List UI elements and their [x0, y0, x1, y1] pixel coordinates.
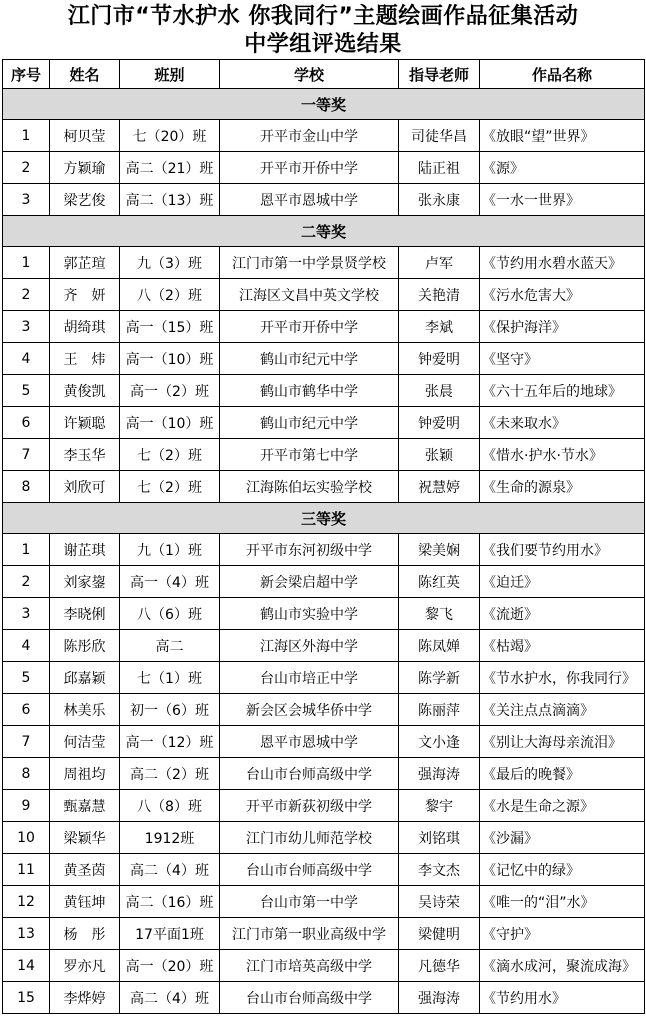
cell-name: 林美乐: [50, 694, 120, 726]
cell-teacher: 吴诗荣: [399, 886, 480, 918]
cell-teacher: 司徒华昌: [399, 120, 480, 152]
cell-name: 王 炜: [50, 343, 120, 375]
cell-work: 《污水危害大》: [480, 279, 645, 311]
cell-school: 开平市开侨中学: [220, 311, 399, 343]
cell-name: 方颖瑜: [50, 152, 120, 184]
cell-school: 鹤山市实验中学: [220, 598, 399, 630]
cell-work: 《未来取水》: [480, 407, 645, 439]
cell-teacher: 陈丽萍: [399, 694, 480, 726]
cell-school: 开平市东河初级中学: [220, 534, 399, 566]
cell-work: 《流逝》: [480, 598, 645, 630]
cell-name: 许颖聪: [50, 407, 120, 439]
cell-work: 《放眼“望”世界》: [480, 120, 645, 152]
table-row: [3, 120, 645, 152]
cell-school: 江门市培英高级中学: [220, 950, 399, 982]
title-line-2: 中学组评选结果: [244, 32, 402, 57]
cell-name: 梁艺俊: [50, 184, 120, 216]
header-cell-school: 学校: [220, 60, 399, 89]
cell-school: 台山市台师高级中学: [220, 758, 399, 790]
table-row: [3, 630, 645, 662]
cell-index: 1: [3, 534, 50, 566]
cell-class: 高一（10）班: [120, 407, 220, 439]
cell-work: 《坚守》: [480, 343, 645, 375]
header-cell-name: 姓名: [50, 60, 120, 89]
cell-teacher: 陈凤婵: [399, 630, 480, 662]
cell-index: 2: [3, 152, 50, 184]
cell-index: 3: [3, 598, 50, 630]
cell-school: 台山市培正中学: [220, 662, 399, 694]
cell-name: 李晓俐: [50, 598, 120, 630]
cell-school: 江海区文昌中英文学校: [220, 279, 399, 311]
cell-name: 邱嘉颖: [50, 662, 120, 694]
title-line-1: 江门市“节水护水 你我同行”主题绘画作品征集活动: [67, 4, 579, 29]
table-row: [3, 790, 645, 822]
cell-school: 新会区会城华侨中学: [220, 694, 399, 726]
cell-teacher: 强海涛: [399, 982, 480, 1014]
cell-class: 九（1）班: [120, 534, 220, 566]
cell-work: 《节约用水碧水蓝天》: [480, 247, 645, 279]
table-row: [3, 758, 645, 790]
cell-index: 8: [3, 758, 50, 790]
cell-index: 10: [3, 822, 50, 854]
cell-teacher: 卢军: [399, 247, 480, 279]
cell-teacher: 李文杰: [399, 854, 480, 886]
cell-work: 《沙漏》: [480, 822, 645, 854]
table-row: [3, 886, 645, 918]
cell-index: 11: [3, 854, 50, 886]
cell-name: 罗亦凡: [50, 950, 120, 982]
cell-teacher: 凡德华: [399, 950, 480, 982]
cell-name: 刘欣可: [50, 471, 120, 503]
table-row: [3, 534, 645, 566]
section-title: 一等奖: [3, 89, 645, 120]
cell-name: 谢芷琪: [50, 534, 120, 566]
cell-class: 高一（12）班: [120, 726, 220, 758]
table-row: [3, 822, 645, 854]
cell-work: 《迫迁》: [480, 566, 645, 598]
cell-school: 台山市台师高级中学: [220, 854, 399, 886]
cell-index: 15: [3, 982, 50, 1014]
cell-teacher: 梁健明: [399, 918, 480, 950]
table-row: [3, 311, 645, 343]
cell-work: 《我们要节约用水》: [480, 534, 645, 566]
cell-teacher: 张颖: [399, 439, 480, 471]
cell-class: 七（2）班: [120, 439, 220, 471]
cell-class: 高一（4）班: [120, 566, 220, 598]
cell-school: 鹤山市鹤华中学: [220, 375, 399, 407]
cell-name: 齐 妍: [50, 279, 120, 311]
cell-teacher: 文小逢: [399, 726, 480, 758]
cell-class: 高一（15）班: [120, 311, 220, 343]
cell-class: 高二（4）班: [120, 854, 220, 886]
document-title: [0, 0, 646, 59]
table-row: [3, 566, 645, 598]
cell-name: 陈彤欣: [50, 630, 120, 662]
cell-school: 新会梁启超中学: [220, 566, 399, 598]
cell-work: 《惜水·护水·节水》: [480, 439, 645, 471]
table-row: [3, 726, 645, 758]
table-row: [3, 407, 645, 439]
cell-school: 恩平市恩城中学: [220, 184, 399, 216]
cell-class: 高二（4）班: [120, 982, 220, 1014]
cell-name: 李烨婷: [50, 982, 120, 1014]
cell-index: 12: [3, 886, 50, 918]
cell-school: 台山市第一中学: [220, 886, 399, 918]
cell-class: 七（2）班: [120, 471, 220, 503]
cell-work: 《生命的源泉》: [480, 471, 645, 503]
cell-school: 江门市第一职业高级中学: [220, 918, 399, 950]
cell-school: 开平市开侨中学: [220, 152, 399, 184]
cell-name: 周祖均: [50, 758, 120, 790]
cell-index: 1: [3, 247, 50, 279]
cell-class: 八（6）班: [120, 598, 220, 630]
results-table-body: [3, 60, 645, 1014]
cell-school: 开平市金山中学: [220, 120, 399, 152]
header-cell-class: 班别: [120, 60, 220, 89]
cell-teacher: 黎宇: [399, 790, 480, 822]
section-header-row: [3, 216, 645, 247]
table-row: [3, 343, 645, 375]
cell-teacher: 钟爱明: [399, 343, 480, 375]
cell-name: 甄嘉慧: [50, 790, 120, 822]
table-row: [3, 854, 645, 886]
cell-work: 《六十五年后的地球》: [480, 375, 645, 407]
cell-index: 7: [3, 726, 50, 758]
cell-name: 梁颖华: [50, 822, 120, 854]
cell-teacher: 关艳清: [399, 279, 480, 311]
cell-index: 3: [3, 311, 50, 343]
cell-index: 4: [3, 343, 50, 375]
cell-work: 《最后的晚餐》: [480, 758, 645, 790]
section-header-row: [3, 89, 645, 120]
cell-name: 黄圣茵: [50, 854, 120, 886]
cell-name: 胡绮琪: [50, 311, 120, 343]
cell-school: 江门市幼儿师范学校: [220, 822, 399, 854]
cell-class: 高二（21）班: [120, 152, 220, 184]
cell-school: 江海区外海中学: [220, 630, 399, 662]
cell-school: 江海陈伯坛实验学校: [220, 471, 399, 503]
cell-index: 8: [3, 471, 50, 503]
table-row: [3, 375, 645, 407]
cell-class: 高二（16）班: [120, 886, 220, 918]
cell-index: 3: [3, 184, 50, 216]
cell-school: 开平市新荻初级中学: [220, 790, 399, 822]
table-row: [3, 471, 645, 503]
table-row: [3, 598, 645, 630]
cell-work: 《节约用水》: [480, 982, 645, 1014]
cell-teacher: 陈学新: [399, 662, 480, 694]
cell-work: 《节水护水，你我同行》: [480, 662, 645, 694]
cell-class: 17平面1班: [120, 918, 220, 950]
header-cell-work: 作品名称: [480, 60, 645, 89]
cell-name: 刘家鋆: [50, 566, 120, 598]
cell-name: 黄钰坤: [50, 886, 120, 918]
cell-class: 八（8）班: [120, 790, 220, 822]
cell-index: 6: [3, 407, 50, 439]
cell-index: 1: [3, 120, 50, 152]
cell-class: 高二（2）班: [120, 758, 220, 790]
cell-index: 5: [3, 662, 50, 694]
section-title: 二等奖: [3, 216, 645, 247]
cell-teacher: 梁美娴: [399, 534, 480, 566]
table-row: [3, 439, 645, 471]
header-cell-teacher: 指导老师: [399, 60, 480, 89]
cell-teacher: 陆正祖: [399, 152, 480, 184]
cell-index: 13: [3, 918, 50, 950]
results-table: [2, 59, 645, 1014]
cell-index: 7: [3, 439, 50, 471]
cell-class: 八（2）班: [120, 279, 220, 311]
cell-school: 鹤山市纪元中学: [220, 407, 399, 439]
cell-class: 高一（20）班: [120, 950, 220, 982]
cell-teacher: 张永康: [399, 184, 480, 216]
section-header-row: [3, 503, 645, 534]
cell-class: 1912班: [120, 822, 220, 854]
cell-class: 初一（6）班: [120, 694, 220, 726]
cell-index: 4: [3, 630, 50, 662]
cell-work: 《守护》: [480, 918, 645, 950]
cell-name: 李玉华: [50, 439, 120, 471]
cell-index: 14: [3, 950, 50, 982]
cell-work: 《别让大海母亲流泪》: [480, 726, 645, 758]
cell-teacher: 陈红英: [399, 566, 480, 598]
cell-work: 《保护海洋》: [480, 311, 645, 343]
cell-school: 开平市第七中学: [220, 439, 399, 471]
cell-school: 江门市第一中学景贤学校: [220, 247, 399, 279]
cell-index: 6: [3, 694, 50, 726]
cell-work: 《枯竭》: [480, 630, 645, 662]
cell-teacher: 李斌: [399, 311, 480, 343]
header-row: [3, 60, 645, 89]
cell-name: 杨 彤: [50, 918, 120, 950]
cell-name: 黄俊凯: [50, 375, 120, 407]
cell-teacher: 强海涛: [399, 758, 480, 790]
cell-work: 《滴水成河，聚流成海》: [480, 950, 645, 982]
cell-class: 七（1）班: [120, 662, 220, 694]
cell-class: 高一（2）班: [120, 375, 220, 407]
cell-name: 郭芷瑄: [50, 247, 120, 279]
cell-class: 高二（13）班: [120, 184, 220, 216]
cell-work: 《一水一世界》: [480, 184, 645, 216]
cell-class: 高二: [120, 630, 220, 662]
cell-teacher: 祝慧婷: [399, 471, 480, 503]
cell-class: 九（3）班: [120, 247, 220, 279]
cell-index: 2: [3, 279, 50, 311]
table-row: [3, 950, 645, 982]
cell-teacher: 黎飞: [399, 598, 480, 630]
cell-school: 恩平市恩城中学: [220, 726, 399, 758]
cell-work: 《关注点点滴滴》: [480, 694, 645, 726]
cell-school: 鹤山市纪元中学: [220, 343, 399, 375]
table-row: [3, 152, 645, 184]
section-title: 三等奖: [3, 503, 645, 534]
table-row: [3, 918, 645, 950]
table-row: [3, 247, 645, 279]
cell-index: 9: [3, 790, 50, 822]
cell-teacher: 刘铭琪: [399, 822, 480, 854]
table-row: [3, 662, 645, 694]
cell-work: 《记忆中的绿》: [480, 854, 645, 886]
cell-index: 2: [3, 566, 50, 598]
table-row: [3, 279, 645, 311]
cell-name: 何洁莹: [50, 726, 120, 758]
cell-name: 柯贝莹: [50, 120, 120, 152]
cell-work: 《唯一的“泪”水》: [480, 886, 645, 918]
table-row: [3, 982, 645, 1014]
header-cell-index: 序号: [3, 60, 50, 89]
cell-index: 5: [3, 375, 50, 407]
cell-class: 高一（10）班: [120, 343, 220, 375]
cell-teacher: 钟爱明: [399, 407, 480, 439]
cell-class: 七（20）班: [120, 120, 220, 152]
cell-school: 台山市台师高级中学: [220, 982, 399, 1014]
table-row: [3, 694, 645, 726]
cell-work: 《水是生命之源》: [480, 790, 645, 822]
table-row: [3, 184, 645, 216]
cell-teacher: 张晨: [399, 375, 480, 407]
cell-work: 《源》: [480, 152, 645, 184]
